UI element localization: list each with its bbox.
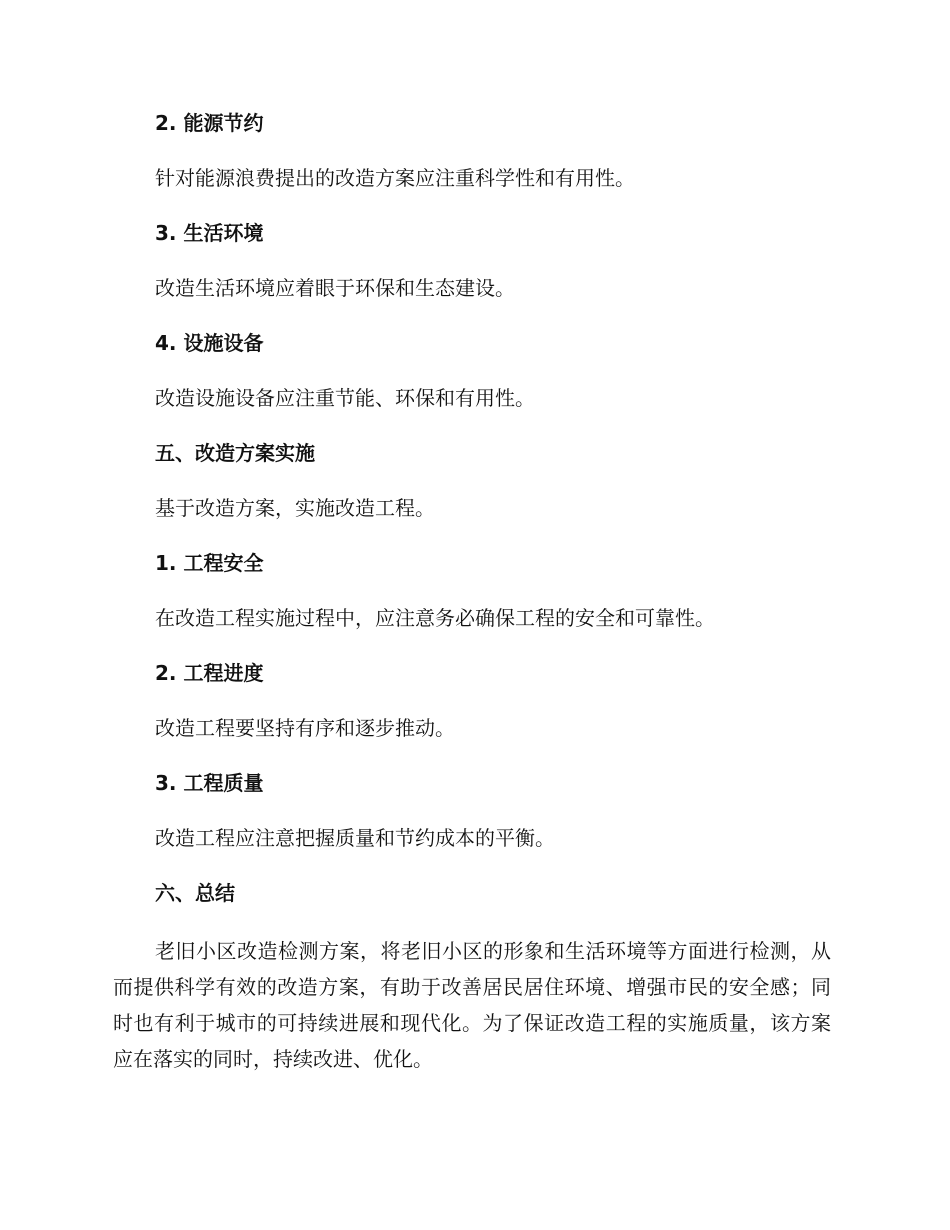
- heading-project-progress: 2. 工程进度: [155, 661, 264, 685]
- paragraph-project-safety: 在改造工程实施过程中，应注意务必确保工程的安全和可靠性。: [155, 606, 715, 630]
- paragraph-facilities: 改造设施设备应注重节能、环保和有用性。: [155, 386, 535, 410]
- paragraph-project-progress: 改造工程要坚持有序和逐步推动。: [155, 716, 455, 740]
- heading-energy-saving: 2. 能源节约: [155, 111, 264, 135]
- heading-project-safety: 1. 工程安全: [155, 551, 264, 575]
- paragraph-energy-saving: 针对能源浪费提出的改造方案应注重科学性和有用性。: [155, 166, 635, 190]
- heading-facilities: 4. 设施设备: [155, 331, 264, 355]
- paragraph-living-environment: 改造生活环境应着眼于环保和生态建设。: [155, 276, 515, 300]
- paragraph-summary: 老旧小区改造检测方案，将老旧小区的形象和生活环境等方面进行检测，从而提供科学有效的改造方案，有助于改善居民居住环境、增强市民的安全感；同时也有利于城市的可持续进展和现代化。为了保证改造工程的实施质量，该方案应在落实的同时，持续改进、优化。: [113, 939, 831, 1071]
- paragraph-implementation: 基于改造方案，实施改造工程。: [155, 496, 435, 520]
- paragraph-project-quality: 改造工程应注意把握质量和节约成本的平衡。: [155, 826, 555, 850]
- heading-living-environment: 3. 生活环境: [155, 221, 264, 245]
- document-content: [113, 108, 833, 1077]
- section-heading-summary: 六、总结: [155, 881, 235, 905]
- section-heading-implementation: 五、改造方案实施: [155, 441, 315, 465]
- heading-project-quality: 3. 工程质量: [155, 771, 264, 795]
